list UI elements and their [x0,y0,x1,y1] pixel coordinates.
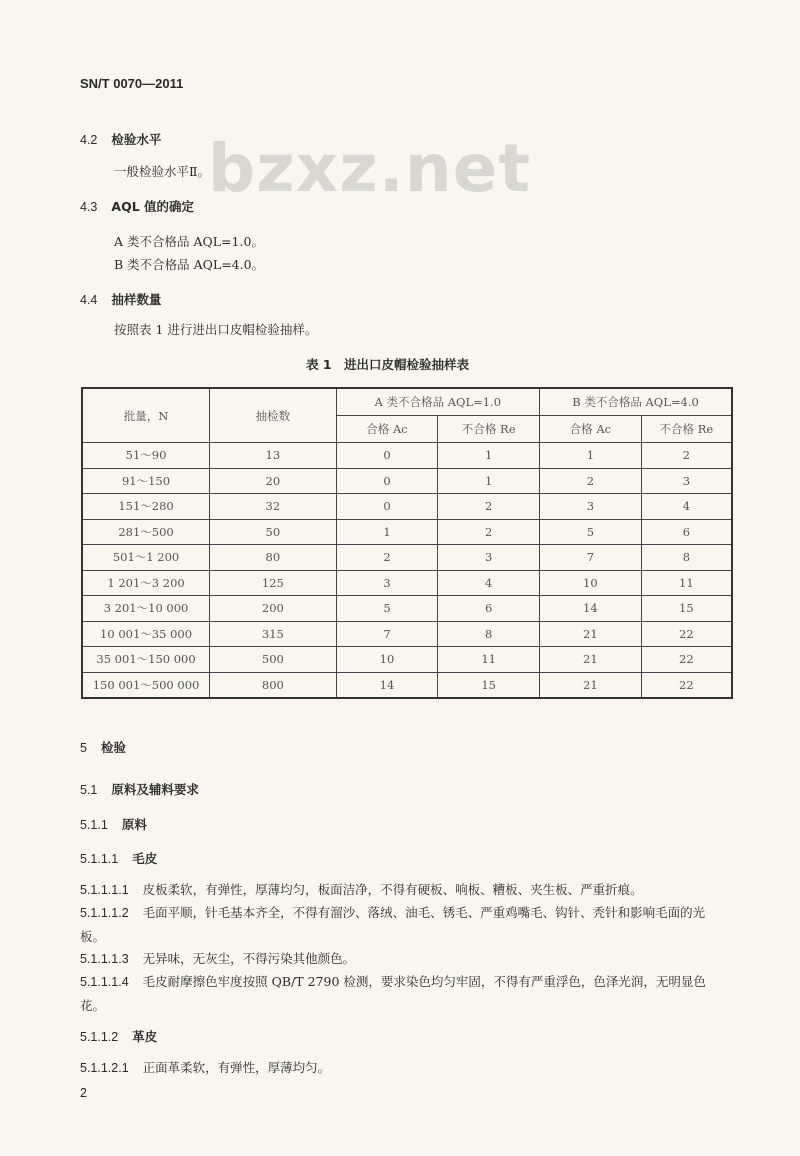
section-title: 抽样数量 [111,292,162,307]
clause-text: 毛面平顺，针毛基本齐全，不得有溜沙、落绒、油毛、锈毛、严重鸡嘴毛、钩针、秃针和影响毛面的光板。 [80,905,706,944]
cell-b-re: 22 [641,647,732,673]
table-row [82,570,732,596]
table-row [82,443,732,469]
section-number: 5.1.1.2 [80,1030,119,1044]
section-number: 4.4 [80,293,98,307]
cell-a-re: 4 [438,570,540,596]
header-ac: 合格 Ac [540,416,642,443]
section-number: 5.1.1 [80,818,108,832]
cell-b-ac: 14 [540,596,642,622]
section-number: 4.2 [80,133,98,147]
cell-b-ac: 21 [540,621,642,647]
header-re: 不合格 Re [641,416,732,443]
cell-sample-size: 125 [210,570,337,596]
cell-a-re: 2 [438,494,540,520]
cell-a-ac: 0 [336,443,438,469]
clause-number: 5.1.1.1.3 [80,952,129,966]
section-title: 原料及辅料要求 [111,782,199,797]
section-title: 检验水平 [111,132,162,147]
cell-a-ac: 5 [336,596,438,622]
cell-b-ac: 1 [540,443,642,469]
sampling-table [81,387,733,699]
cell-a-ac: 0 [336,468,438,494]
cell-a-ac: 14 [336,672,438,698]
cell-b-re: 22 [641,621,732,647]
cell-a-ac: 0 [336,494,438,520]
section-4-2 [80,130,161,148]
section-number: 5.1.1.1 [80,852,119,866]
section-title: 检验 [100,740,126,755]
cell-b-ac: 5 [540,519,642,545]
paragraph-5-1-1-1-4 [80,970,720,1017]
cell-a-re: 1 [438,443,540,469]
paragraph: 一般检验水平Ⅱ。 [114,164,210,179]
header-sample: 抽检数 [210,388,337,443]
cell-a-ac: 7 [336,621,438,647]
cell-b-ac: 7 [540,545,642,571]
section-number: 5 [80,741,87,755]
table-row [82,494,732,520]
paragraph-5-1-1-1-3 [80,947,720,971]
document-header: SN/T 0070—2011 [80,76,184,91]
cell-a-ac: 2 [336,545,438,571]
table-row [82,621,732,647]
clause-text: 无异味，无灰尘，不得污染其他颜色。 [142,951,356,966]
section-4-3 [80,197,194,215]
cell-lot-size: 3 201～10 000 [82,596,210,622]
cell-b-ac: 3 [540,494,642,520]
cell-sample-size: 80 [210,545,337,571]
section-5-1-1-1 [80,849,157,867]
cell-b-re: 6 [641,519,732,545]
cell-b-re: 4 [641,494,732,520]
paragraph: B 类不合格品 AQL=4.0。 [114,257,265,272]
header-ac: 合格 Ac [336,416,438,443]
cell-lot-size: 150 001～500 000 [82,672,210,698]
clause-text: 正面革柔软，有弹性，厚薄均匀。 [142,1060,331,1075]
table-row [82,519,732,545]
table-row [82,468,732,494]
cell-b-re: 2 [641,443,732,469]
cell-a-re: 1 [438,468,540,494]
cell-lot-size: 1 201～3 200 [82,570,210,596]
paragraph: A 类不合格品 AQL=1.0。 [114,234,264,249]
cell-sample-size: 20 [210,468,337,494]
cell-b-re: 8 [641,545,732,571]
section-5-1-1-2 [80,1027,157,1045]
cell-b-ac: 2 [540,468,642,494]
section-title: 原料 [121,817,147,832]
cell-a-ac: 3 [336,570,438,596]
cell-sample-size: 315 [210,621,337,647]
cell-a-ac: 1 [336,519,438,545]
cell-lot-size: 281～500 [82,519,210,545]
cell-a-re: 2 [438,519,540,545]
clause-number: 5.1.1.1.4 [80,975,129,989]
cell-a-re: 15 [438,672,540,698]
cell-sample-size: 200 [210,596,337,622]
clause-number: 5.1.1.1.2 [80,906,129,920]
cell-lot-size: 35 001～150 000 [82,647,210,673]
cell-a-ac: 10 [336,647,438,673]
clause-text: 毛皮耐摩擦色牢度按照 QB/T 2790 检测，要求染色均匀牢固，不得有严重浮色，色泽光润，无明显色花。 [80,974,706,1013]
paragraph-5-1-1-1-2 [80,901,720,948]
cell-b-ac: 10 [540,570,642,596]
paragraph: 按照表 1 进行进出口皮帽检验抽样。 [114,322,318,337]
section-5-1 [80,780,199,798]
cell-b-ac: 21 [540,672,642,698]
paragraph-5-1-1-1-1 [80,878,720,902]
cell-lot-size: 501～1 200 [82,545,210,571]
cell-lot-size: 91～150 [82,468,210,494]
section-title: 毛皮 [132,851,158,866]
cell-b-re: 3 [641,468,732,494]
section-number: 5.1 [80,783,98,797]
header-group-b: B 类不合格品 AQL=4.0 [540,388,732,416]
section-5 [80,738,126,756]
cell-b-re: 22 [641,672,732,698]
cell-b-ac: 21 [540,647,642,673]
cell-sample-size: 32 [210,494,337,520]
table-row [82,672,732,698]
table-row [82,545,732,571]
paragraph-5-1-1-2-1 [80,1056,720,1080]
clause-number: 5.1.1.1.1 [80,883,129,897]
cell-sample-size: 13 [210,443,337,469]
table-row [82,647,732,673]
clause-text: 皮板柔软，有弹性，厚薄均匀，板面洁净，不得有硬板、响板、糟板、夹生板、严重折痕。 [142,882,643,897]
watermark: bzxz.net [208,130,532,207]
cell-a-re: 11 [438,647,540,673]
table-caption: 表 1 进出口皮帽检验抽样表 [306,357,470,372]
cell-sample-size: 500 [210,647,337,673]
section-5-1-1 [80,815,147,833]
section-4-4 [80,290,161,308]
cell-lot-size: 151～280 [82,494,210,520]
clause-number: 5.1.1.2.1 [80,1061,129,1075]
page-number: 2 [80,1086,87,1100]
section-number: 4.3 [80,200,98,214]
cell-a-re: 6 [438,596,540,622]
table-row [82,596,732,622]
header-re: 不合格 Re [438,416,540,443]
section-title: AQL 值的确定 [111,199,195,214]
cell-a-re: 3 [438,545,540,571]
cell-b-re: 15 [641,596,732,622]
cell-lot-size: 10 001～35 000 [82,621,210,647]
section-title: 革皮 [132,1029,158,1044]
cell-lot-size: 51～90 [82,443,210,469]
header-lot: 批量，N [82,388,210,443]
cell-b-re: 11 [641,570,732,596]
cell-sample-size: 50 [210,519,337,545]
cell-a-re: 8 [438,621,540,647]
cell-sample-size: 800 [210,672,337,698]
header-group-a: A 类不合格品 AQL=1.0 [336,388,539,416]
